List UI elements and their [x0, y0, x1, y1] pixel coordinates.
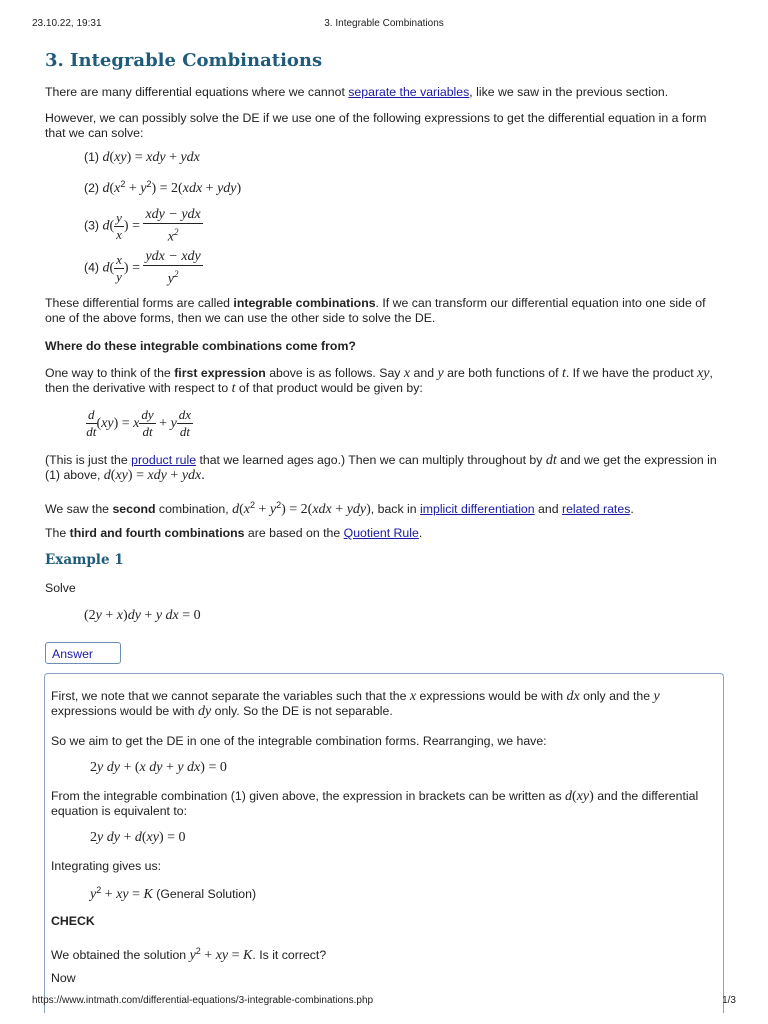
ans1-a: First, we note that we cannot separate the variables such that the: [51, 689, 410, 703]
question-heading: Where do these integrable combinations come from?: [45, 339, 356, 353]
print-footer: [32, 995, 736, 1006]
general-solution-label: (General Solution): [152, 887, 257, 902]
second-term: second: [112, 502, 156, 517]
print-title: 3. Integrable Combinations: [324, 18, 444, 29]
check-heading: CHECK: [51, 914, 95, 928]
forms-text: These differential forms are called: [45, 296, 234, 310]
ans1-b: expressions would be with: [416, 689, 567, 703]
first-text-a: One way to think of the: [45, 366, 175, 380]
second-text-a: We saw the: [45, 502, 113, 517]
form-3: (3) d( $\frac{y}{x}$ ) = $\frac{\text{xdy − ydx}}{x^2}$: [84, 207, 201, 245]
intro-text-end: , like we saw in the previous section.: [469, 85, 669, 99]
answer-paragraph-5: We obtained the solution $y^2$ + xy = K. Is it correct?: [51, 946, 327, 964]
print-header: [32, 18, 736, 29]
implicit-differentiation-link[interactable]: implicit differentiation: [420, 502, 535, 517]
first-expression-term: first expression: [174, 366, 266, 380]
answer-paragraph-4: Integrating gives us:: [51, 859, 162, 873]
product-rule-paragraph: (This is just the product rule that we learned ages ago.) Then we can multiply throughout by dt and we get the expression in (1) above, d(xy) = xdy + ydx.: [45, 453, 717, 483]
third-fourth-term: third and fourth combinations: [69, 526, 245, 540]
product-text-a: (This is just the: [45, 453, 132, 467]
ans1-d: expressions would be with: [51, 704, 198, 718]
related-rates-link[interactable]: related rates: [561, 502, 631, 517]
solve-label: Solve: [45, 581, 76, 595]
third-text-b: are based on the: [244, 526, 344, 540]
intro2-paragraph: However, we can possibly solve the DE if we use one of the following expressions to get the differential equation in a form that we can solve:: [45, 111, 707, 140]
second-text-d: and: [534, 502, 562, 517]
form-4-label: (4): [84, 260, 103, 275]
general-solution: $y^2$ + xy = K (General Solution): [90, 885, 257, 903]
print-url: https://www.intmath.com/differential-equations/3-integrable-combinations.php: [32, 995, 374, 1006]
form-2-label: (2): [84, 181, 103, 196]
example-equation: (2y + x)dy + y dx = 0: [84, 608, 201, 623]
equivalent-equation: 2y dy + d(xy) = 0: [90, 830, 186, 845]
product-text-c: and we get the expression in (1) above,: [45, 453, 717, 482]
answer-paragraph-2: So we aim to get the DE in one of the integrable combination forms. Rearranging, we have:: [51, 734, 547, 748]
first-text-c: and: [410, 366, 438, 380]
intro-text: There are many differential equations where we cannot: [45, 85, 349, 99]
form-1: (1) d(xy) = xdy + ydx: [84, 150, 200, 165]
separate-variables-link[interactable]: separate the variables: [348, 85, 470, 99]
answer-paragraph-1: First, we note that we cannot separate the variables such that the x expressions would be with dx only and the y expressions would be with dy only. So the DE is not separable.: [51, 689, 660, 719]
product-rule-link[interactable]: product rule: [131, 453, 197, 467]
answer-button[interactable]: Answer: [45, 642, 121, 664]
print-page-number: 1/3: [722, 995, 736, 1006]
form-4: (4) d( $\frac{x}{y}$ ) = $\frac{\text{ydx − xdy}}{y^2}$: [84, 249, 201, 287]
now-label: Now: [51, 971, 76, 985]
second-text-b: combination,: [155, 502, 233, 517]
integrable-combinations-term: integrable combinations: [233, 296, 376, 310]
quotient-rule-link[interactable]: Quotient Rule: [343, 526, 419, 540]
intro-paragraph: [45, 85, 725, 100]
ans5-b: . Is it correct?: [252, 948, 327, 963]
third-text-c: .: [418, 526, 423, 540]
first-text-d: are both functions of: [443, 366, 562, 380]
product-derivative-equation: $\frac{d}{dt}$ (xy) = x $\frac{dy}{dt}$ + y $\frac{dx}{dt}$: [86, 407, 192, 439]
ans1-c: only and the: [579, 689, 654, 703]
second-text-e: .: [630, 502, 634, 517]
product-text-b: that we learned ages ago.) Then we can multiply throughout by: [196, 453, 546, 467]
ans1-e: only. So the DE is not separable.: [211, 704, 393, 718]
form-1-label: (1): [84, 150, 103, 164]
first-expression-paragraph: One way to think of the first expression above is as follows. Say x and y are both functions of t. If we have the product xy, then the derivative with respect to t of that product would be given by:: [45, 366, 713, 396]
first-text-e: . If we have the product: [565, 366, 698, 380]
ans5-a: We obtained the solution: [51, 948, 190, 963]
first-text-g: of that product would be given by:: [235, 381, 423, 395]
first-text-b: above is as follows. Say: [265, 366, 404, 380]
first-text-f: , then the derivative with respect to: [45, 366, 713, 395]
third-text-a: The: [45, 526, 70, 540]
answer-paragraph-3: From the integrable combination (1) given above, the expression in brackets can be written as d(xy) and the differential equation is equivalent to:: [51, 789, 699, 818]
ans3-b: and the differential equation is equivalent to:: [51, 789, 699, 818]
rearranged-equation: 2y dy + (x dy + y dx) = 0: [90, 760, 227, 775]
forms-paragraph: [45, 296, 725, 326]
form-3-label: (3): [84, 218, 103, 233]
ans3-a: From the integrable combination (1) given above, the expression in brackets can be written as: [51, 789, 566, 803]
example-1-heading: Example 1: [45, 552, 124, 568]
second-text-c: , back in: [370, 502, 421, 517]
print-datetime: 23.10.22, 19:31: [32, 18, 102, 29]
third-fourth-paragraph: [45, 526, 725, 541]
forms-text-end: . If we can transform our differential equation into one side of one of the above forms, then we can use the other side to solve the DE.: [45, 296, 706, 325]
form-2: (2) $d(x^2 + y^2) = 2(xdx + ydy)$: [84, 179, 242, 197]
page-title: 3. Integrable Combinations: [45, 50, 323, 71]
second-combination-paragraph: We saw the second combination, $d(x^2 + y^2) = 2(xdx + ydy)$, back in implicit differentiation and related rates.: [45, 500, 634, 518]
